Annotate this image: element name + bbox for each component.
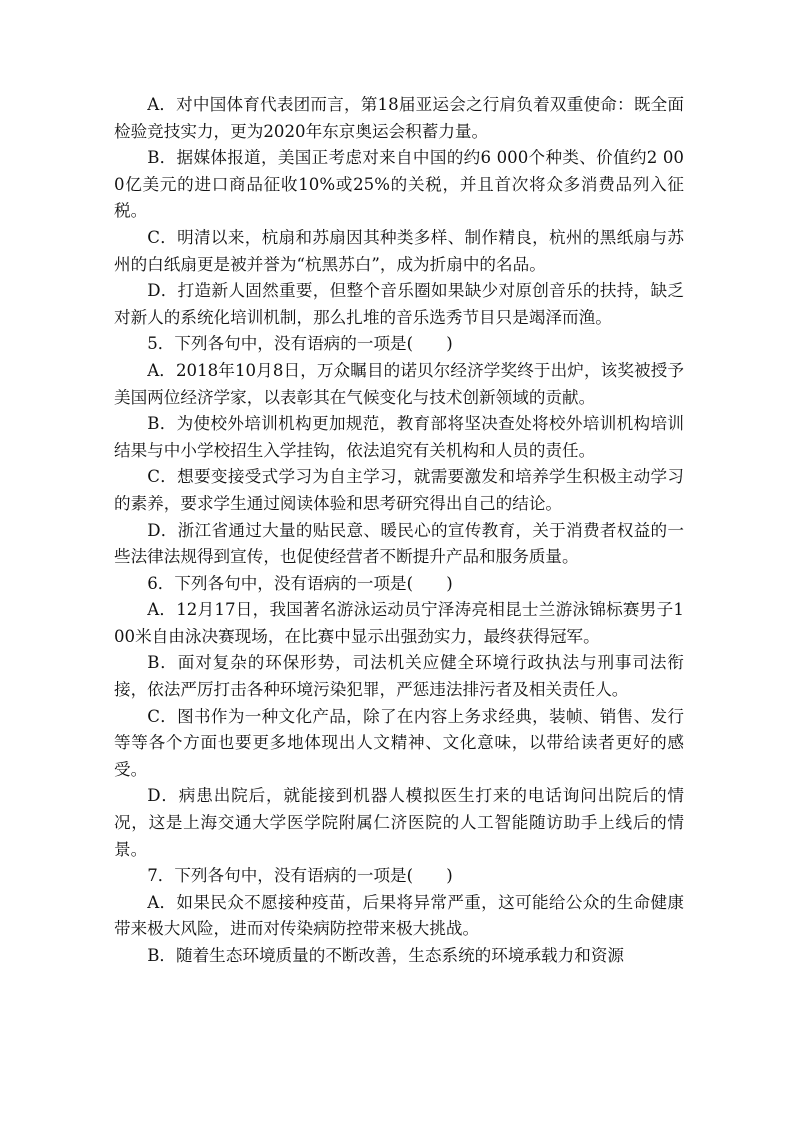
q4-option-d: D．打造新人固然重要，但整个音乐圈如果缺少对原创音乐的扶持，缺乏对新人的系统化培训机制，那么扎堆的音乐选秀节目只是竭泽而渔。 bbox=[114, 281, 684, 327]
q5-stem: 5．下列各句中，没有语病的一项是( ) bbox=[147, 334, 453, 354]
q7-option-a: A．如果民众不愿接种疫苗，后果将异常严重，这可能给公众的生命健康带来极大风险，进而对传染病防控带来极大挑战。 bbox=[114, 892, 684, 939]
q5-option-d: D．浙江省通过大量的贴民意、暖民心的宣传教育，关于消费者权益的一些法律法规得到宣传，也促使经营者不断提升产品和服务质量。 bbox=[114, 520, 684, 567]
q4-option-a: A．对中国体育代表团而言，第18届亚运会之行肩负着双重使命：既全面检验竞技实力，更为2020年东京奥运会积蓄力量。 bbox=[114, 95, 684, 141]
q6-stem: 6．下列各句中，没有语病的一项是( ) bbox=[147, 573, 453, 593]
q6-option-c: C．图书作为一种文化产品，除了在内容上务求经典，装帧、销售、发行等等各个方面也要更多地体现出人文精神、文化意味，以带给读者更好的感受。 bbox=[114, 706, 684, 779]
q6-option-d: D．病患出院后，就能接到机器人模拟医生打来的电话询问出院后的情况，这是上海交通大学医学院附属仁济医院的人工智能随访助手上线后的情景。 bbox=[114, 786, 684, 859]
q4-option-c: C．明清以来，杭扇和苏扇因其种类多样、制作精良，杭州的黑纸扇与苏州的白纸扇更是被并誉为“杭黑苏白”，成为折扇中的名品。 bbox=[114, 227, 684, 274]
q4-option-b: B．据媒体报道，美国正考虑对来自中国的约6 000个种类、价值约2 000亿美元的进口商品征收10%或25%的关税，并且首次将众多消费品列入征税。 bbox=[114, 148, 684, 221]
q7-stem: 7．下列各句中，没有语病的一项是( ) bbox=[147, 866, 453, 886]
q5-option-c: C．想要变接受式学习为自主学习，就需要激发和培养学生积极主动学习的素养，要求学生通过阅读体验和思考研究得出自己的结论。 bbox=[114, 467, 684, 513]
q5-option-b: B．为使校外培训机构更加规范，教育部将坚决查处将校外培训机构培训结果与中小学校招生入学挂钩，依法追究有关机构和人员的责任。 bbox=[114, 414, 684, 460]
q7-option-b: B．随着生态环境质量的不断改善，生态系统的环境承载力和资源 bbox=[147, 946, 625, 965]
q6-option-a: A．12月17日，我国著名游泳运动员宁泽涛亮相昆士兰游泳锦标赛男子100米自由泳决赛现场，在比赛中显示出强劲实力，最终获得冠军。 bbox=[114, 600, 684, 646]
q5-option-a: A．2018年10月8日，万众瞩目的诺贝尔经济学奖终于出炉，该奖被授予美国两位经济学家，以表彰其在气候变化与技术创新领域的贡献。 bbox=[114, 360, 684, 407]
document-page bbox=[114, 92, 684, 970]
q6-option-b: B．面对复杂的环保形势，司法机关应健全环境行政执法与刑事司法衔接，依法严厉打击各种环境污染犯罪，严惩违法排污者及相关责任人。 bbox=[114, 653, 684, 700]
